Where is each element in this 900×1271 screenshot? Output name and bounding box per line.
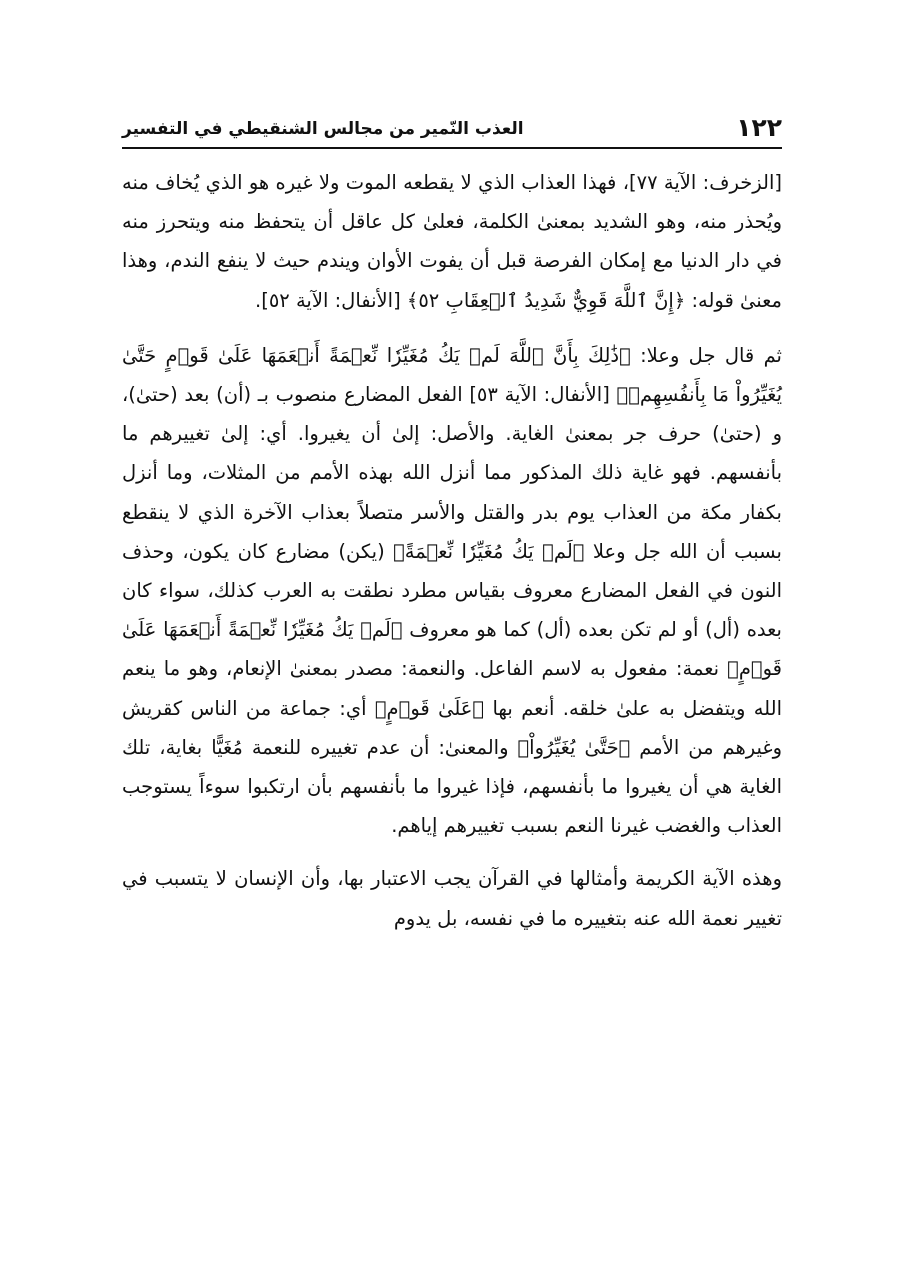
page-header (122, 108, 782, 144)
page-number: ١٢٢ (736, 113, 782, 142)
paragraph-2: ثم قال جل وعلا: ﴿ذَٰلِكَ بِأَنَّ ٱللَّهَ لَمۡ يَكُ مُغَيِّرٗا نِّعۡمَةً أَنۡعَمَهَا عَلَىٰ قَوۡمٍ حَتَّىٰ يُغَيِّرُواْ مَا بِأَنفُسِهِمۡ﴾ [الأنفال: الآية ٥٣] الفعل المضارع منصوب بـ (أن) بعد (حتىٰ)، و (حتىٰ) حرف جر بمعنىٰ الغاية. والأصل: إلىٰ أن يغيروا. أي: إلىٰ تغييرهم ما بأنفسهم. فهو غاية ذلك المذكور مما أنزل الله بهذه الأمم من المثلات، وما أنزل بكفار مكة من العذاب يوم بدر والقتل والأسر متصلاً بعذاب الآخرة الذي لا ينقطع بسبب أن الله جل وعلا ﴿لَمۡ يَكُ مُغَيِّرٗا نِّعۡمَةً﴾ (يكن) مضارع كان يكون، وحذف النون في الفعل المضارع معروف بقياس مطرد نطقت به العرب كذلك، سواء كان بعده (أل) أو لم تكن بعده (أل) كما هو معروف ﴿لَمۡ يَكُ مُغَيِّرٗا نِّعۡمَةً أَنۡعَمَهَا عَلَىٰ قَوۡمٍ﴾ نعمة: مفعول به لاسم الفاعل. والنعمة: مصدر بمعنىٰ الإنعام، وهو ما ينعم الله ويتفضل به علىٰ خلقه. أنعم بها ﴿عَلَىٰ قَوۡمٍ﴾ أي: جماعة من الناس كقريش وغيرهم من الأمم ﴿حَتَّىٰ يُغَيِّرُواْ﴾ والمعنىٰ: أن عدم تغييره للنعمة مُغَيًّا بغاية، تلك الغاية هي أن يغيروا ما بأنفسهم، فإذا غيروا ما بأنفسهم بأن ارتكبوا سوءاً يستوجب العذاب والغضب غيرنا النعم بسبب تغييرهم إياهم. (122, 343, 782, 838)
paragraph-3: وهذه الآية الكريمة وأمثالها في القرآن يجب الاعتبار بها، وأن الإنسان لا يتسبب في تغيير نعمة الله عنه بتغييره ما في نفسه، بل يدوم (122, 867, 782, 930)
main-text (122, 163, 782, 938)
header-divider (122, 147, 782, 149)
running-title: العذب النّمير من مجالس الشنقيطي في التفسير (122, 119, 524, 139)
paragraph-1: [الزخرف: الآية ٧٧]، فهذا العذاب الذي لا يقطعه الموت ولا غيره هو الذي يُخاف منه ويُحذر منه، وهو الشديد بمعنىٰ الكلمة، فعلىٰ كل عاقل أن يتحفظ منه ويتحرز منه في دار الدنيا مع إمكان الفرصة قبل أن يفوت الأوان ويندم حيث لا ينفع الندم، وهذا معنىٰ قوله: ﴿إِنَّ ٱللَّهَ قَوِيٌّ شَدِيدُ ٱلۡعِقَابِ ٥٢﴾ [الأنفال: الآية ٥٢]. (122, 171, 782, 312)
